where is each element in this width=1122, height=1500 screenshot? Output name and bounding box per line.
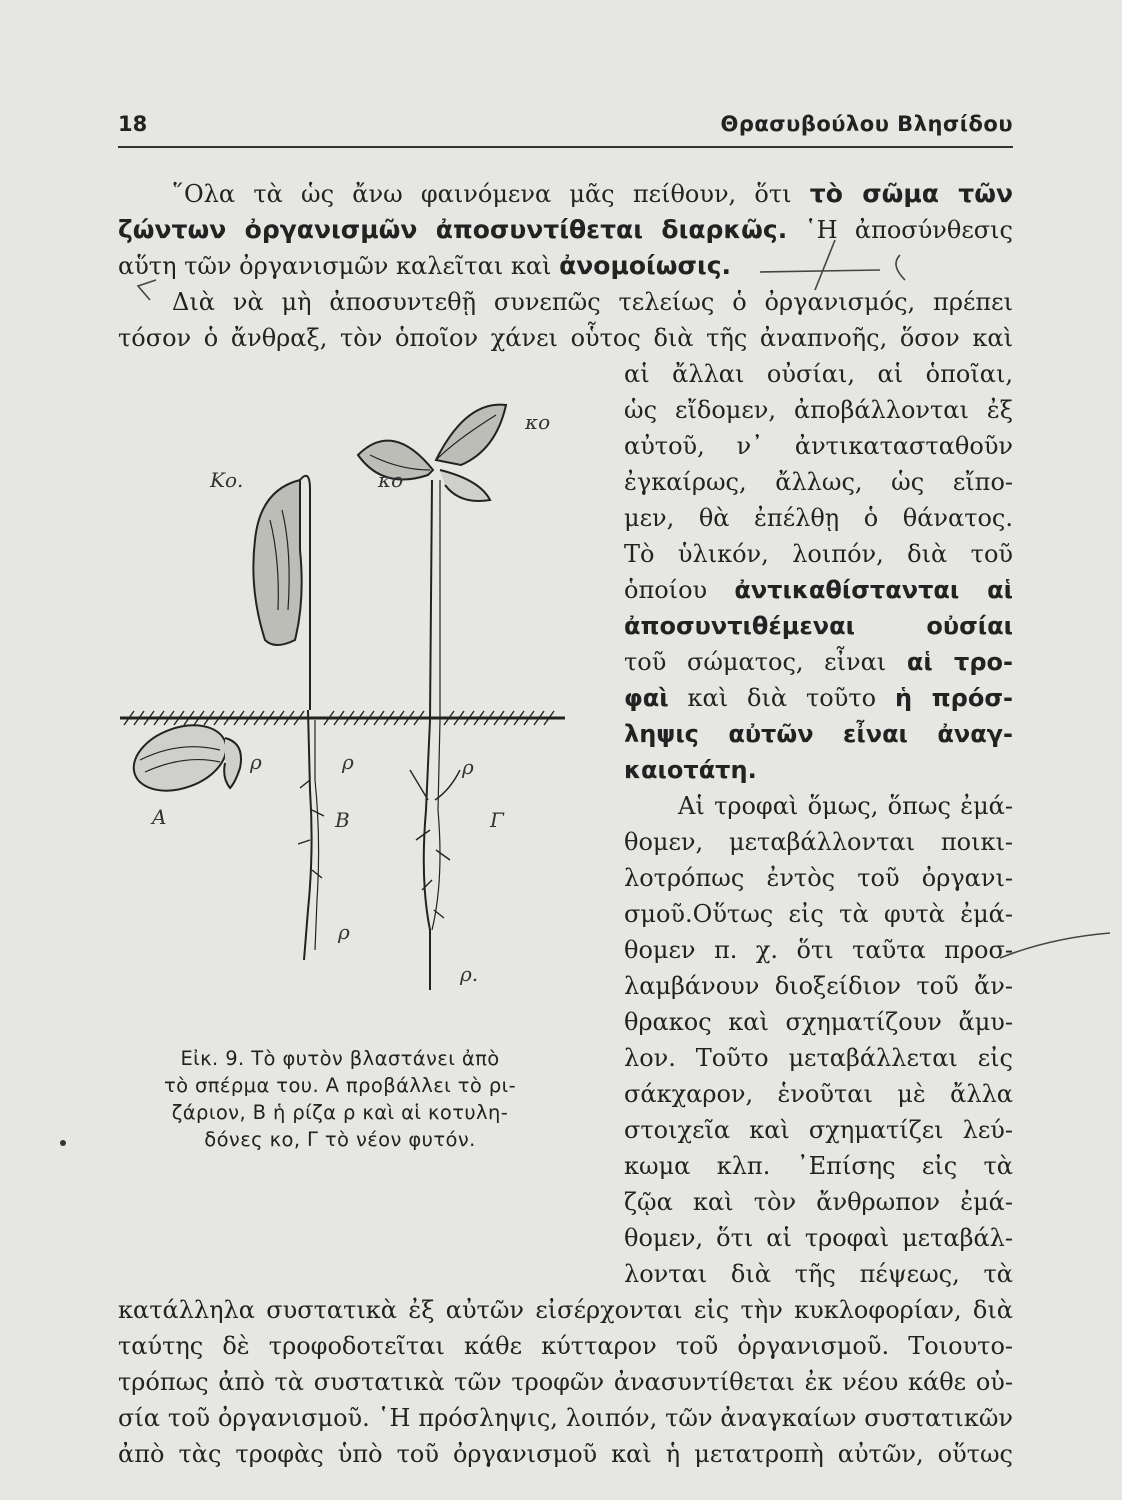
bold-phrase: φαὶ bbox=[624, 684, 669, 712]
page-number: 18 bbox=[118, 112, 148, 136]
text-span: αὕτη τῶν ὀργανισμῶν καλεῖται καὶ bbox=[118, 252, 552, 280]
text-line: λαμβάνουν διοξείδιον τοῦ ἄν- bbox=[624, 972, 1013, 1000]
bold-phrase: ἀνομοίωσις. bbox=[559, 251, 732, 280]
text-line: κωμα κλπ. ᾿Επίσης εἰς τὰ bbox=[624, 1152, 1013, 1180]
caption-line: δόνες κο, Γ τὸ νέον φυτόν. bbox=[204, 1128, 476, 1151]
text-line: λον. Τοῦτο μεταβάλλεται εἰς bbox=[624, 1044, 1013, 1072]
text-line: μεν, θὰ ἐπέλθῃ ὁ θάνατος. bbox=[624, 504, 1013, 532]
label-rho-b-bottom: ρ bbox=[338, 920, 350, 944]
pencil-mark bbox=[760, 270, 880, 272]
label-rho-g: ρ bbox=[462, 755, 474, 779]
text-line: ἀπὸ τὰς τροφὰς ὑπὸ τοῦ ὀργανισμοῦ καὶ ἡ μετατροπὴ αὐτῶν, οὕτως bbox=[118, 1440, 1013, 1468]
bold-phrase: αἱ τρο- bbox=[906, 648, 1013, 676]
pencil-mark bbox=[815, 240, 835, 290]
text-line: θομεν π. χ. ὅτι ταῦτα προσ- bbox=[624, 936, 1013, 964]
text-line: στοιχεῖα καὶ σχηματίζει λεύ- bbox=[624, 1116, 1013, 1144]
label-ko-left: Κο. bbox=[210, 468, 244, 492]
text-line: Διὰ νὰ μὴ ἀποσυντεθῇ συνεπῶς τελείως ὁ ὀργανισμός, πρέπει bbox=[172, 288, 1013, 316]
caption-line: Εἰκ. 9. Τὸ φυτὸν βλαστάνει ἀπὸ bbox=[180, 1047, 500, 1070]
text-line: τρόπως ἀπὸ τὰ συστατικὰ τῶν τροφῶν ἀνασυντίθεται ἐκ νέου κάθε οὐ- bbox=[118, 1368, 1013, 1396]
pencil-mark bbox=[138, 280, 156, 300]
text-line: Αἱ τροφαὶ ὅμως, ὅπως ἐμά- bbox=[678, 792, 1013, 820]
text-line: τόσον ὁ ἄνθραξ, τὸν ὁποῖον χάνει οὗτος διὰ τῆς ἀναπνοῆς, ὅσον καὶ bbox=[118, 324, 1013, 352]
bold-phrase: ἡ πρόσ- bbox=[894, 684, 1013, 712]
label-rho-g-bottom: ρ. bbox=[460, 962, 479, 986]
text-line: κατάλληλα συστατικὰ ἐξ αὐτῶν εἰσέρχονται εἰς τὴν κυκλοφορίαν, διὰ bbox=[118, 1296, 1013, 1324]
text-line: ζῷα καὶ τὸν ἄνθρωπον ἐμά- bbox=[624, 1188, 1013, 1216]
text-span: καὶ διὰ τοῦτο bbox=[687, 684, 877, 712]
bold-phrase: τὸ σῶμα τῶν bbox=[809, 179, 1013, 208]
text-line: καιοτάτη. bbox=[624, 756, 757, 784]
text-line: Τὸ ὑλικόν, λοιπόν, διὰ τοῦ bbox=[624, 540, 1013, 568]
text-line: ληψις αὐτῶν εἶναι ἀναγ- bbox=[624, 720, 1013, 748]
text-line: ὡς εἴδομεν, ἀποβάλλονται ἐξ bbox=[624, 396, 1013, 424]
bold-phrase: ζώντων ὀργανισμῶν ἀποσυντίθεται διαρκῶς. bbox=[118, 215, 788, 244]
label-gamma: Γ bbox=[490, 808, 504, 832]
text-line: θρακος καὶ σχηματίζουν ἄμυ- bbox=[624, 1008, 1013, 1036]
text-line: λονται διὰ τῆς πέψεως, τὰ bbox=[624, 1260, 1013, 1288]
text-line: σμοῦ.Οὕτως εἰς τὰ φυτὰ ἐμά- bbox=[624, 900, 1013, 928]
label-rho-a: ρ bbox=[250, 750, 262, 774]
text-line: λοτρόπως ἐντὸς τοῦ ὀργανι- bbox=[624, 864, 1013, 892]
text-span: ὁποίου bbox=[624, 576, 708, 604]
text-line: αὐτοῦ, ν᾽ ἀντικατασταθοῦν bbox=[624, 432, 1013, 460]
text-line: αἱ ἄλλαι οὐσίαι, αἱ ὁποῖαι, bbox=[624, 360, 1013, 388]
label-ko-mid: κο bbox=[378, 468, 404, 492]
text-line: σάκχαρον, ἑνοῦται μὲ ἄλλα bbox=[624, 1080, 1013, 1108]
bold-phrase: οὐσίαι bbox=[926, 612, 1013, 640]
text-line: σία τοῦ ὀργανισμοῦ. ῾Η πρόσληψις, λοιπόν, τῶν ἀναγκαίων συστατικῶν bbox=[118, 1404, 1013, 1432]
label-beta: Β bbox=[335, 808, 350, 832]
bold-phrase: ἀποσυντιθέμεναι bbox=[624, 612, 855, 640]
text-line: ταύτης δὲ τροφοδοτεῖται κάθε κύτταρον τοῦ ὀργανισμοῦ. Τοιουτο- bbox=[118, 1332, 1013, 1360]
text-line: ἐγκαίρως, ἄλλως, ὡς εἴπο- bbox=[624, 468, 1013, 496]
pencil-mark bbox=[896, 255, 905, 280]
bold-phrase: ἀντικαθίστανται αἱ bbox=[734, 576, 1013, 604]
text-span: τοῦ σώματος, εἶναι bbox=[624, 648, 887, 676]
label-alpha: Α bbox=[152, 805, 167, 829]
label-rho-b: ρ bbox=[342, 750, 354, 774]
running-head: Θρασυβούλου Βλησίδου bbox=[720, 112, 1013, 136]
text-line: θομεν, ὅτι αἱ τροφαὶ μεταβάλ- bbox=[624, 1224, 1013, 1252]
text-line: θομεν, μεταβάλλονται ποικι- bbox=[624, 828, 1013, 856]
caption-line: ζάριον, Β ἡ ρίζα ρ καὶ αἱ κοτυλη- bbox=[171, 1101, 509, 1124]
text-span: ῾Η ἀποσύνθεσις bbox=[804, 216, 1013, 244]
text-span: ῞Ολα τὰ ὡς ἄνω φαινόμενα μᾶς πείθουν, ὅτι bbox=[172, 180, 792, 208]
pencil-mark bbox=[1000, 933, 1110, 958]
label-ko-right: κο bbox=[525, 410, 551, 434]
caption-line: τὸ σπέρμα του. Α προβάλλει τὸ ρι- bbox=[163, 1074, 517, 1097]
